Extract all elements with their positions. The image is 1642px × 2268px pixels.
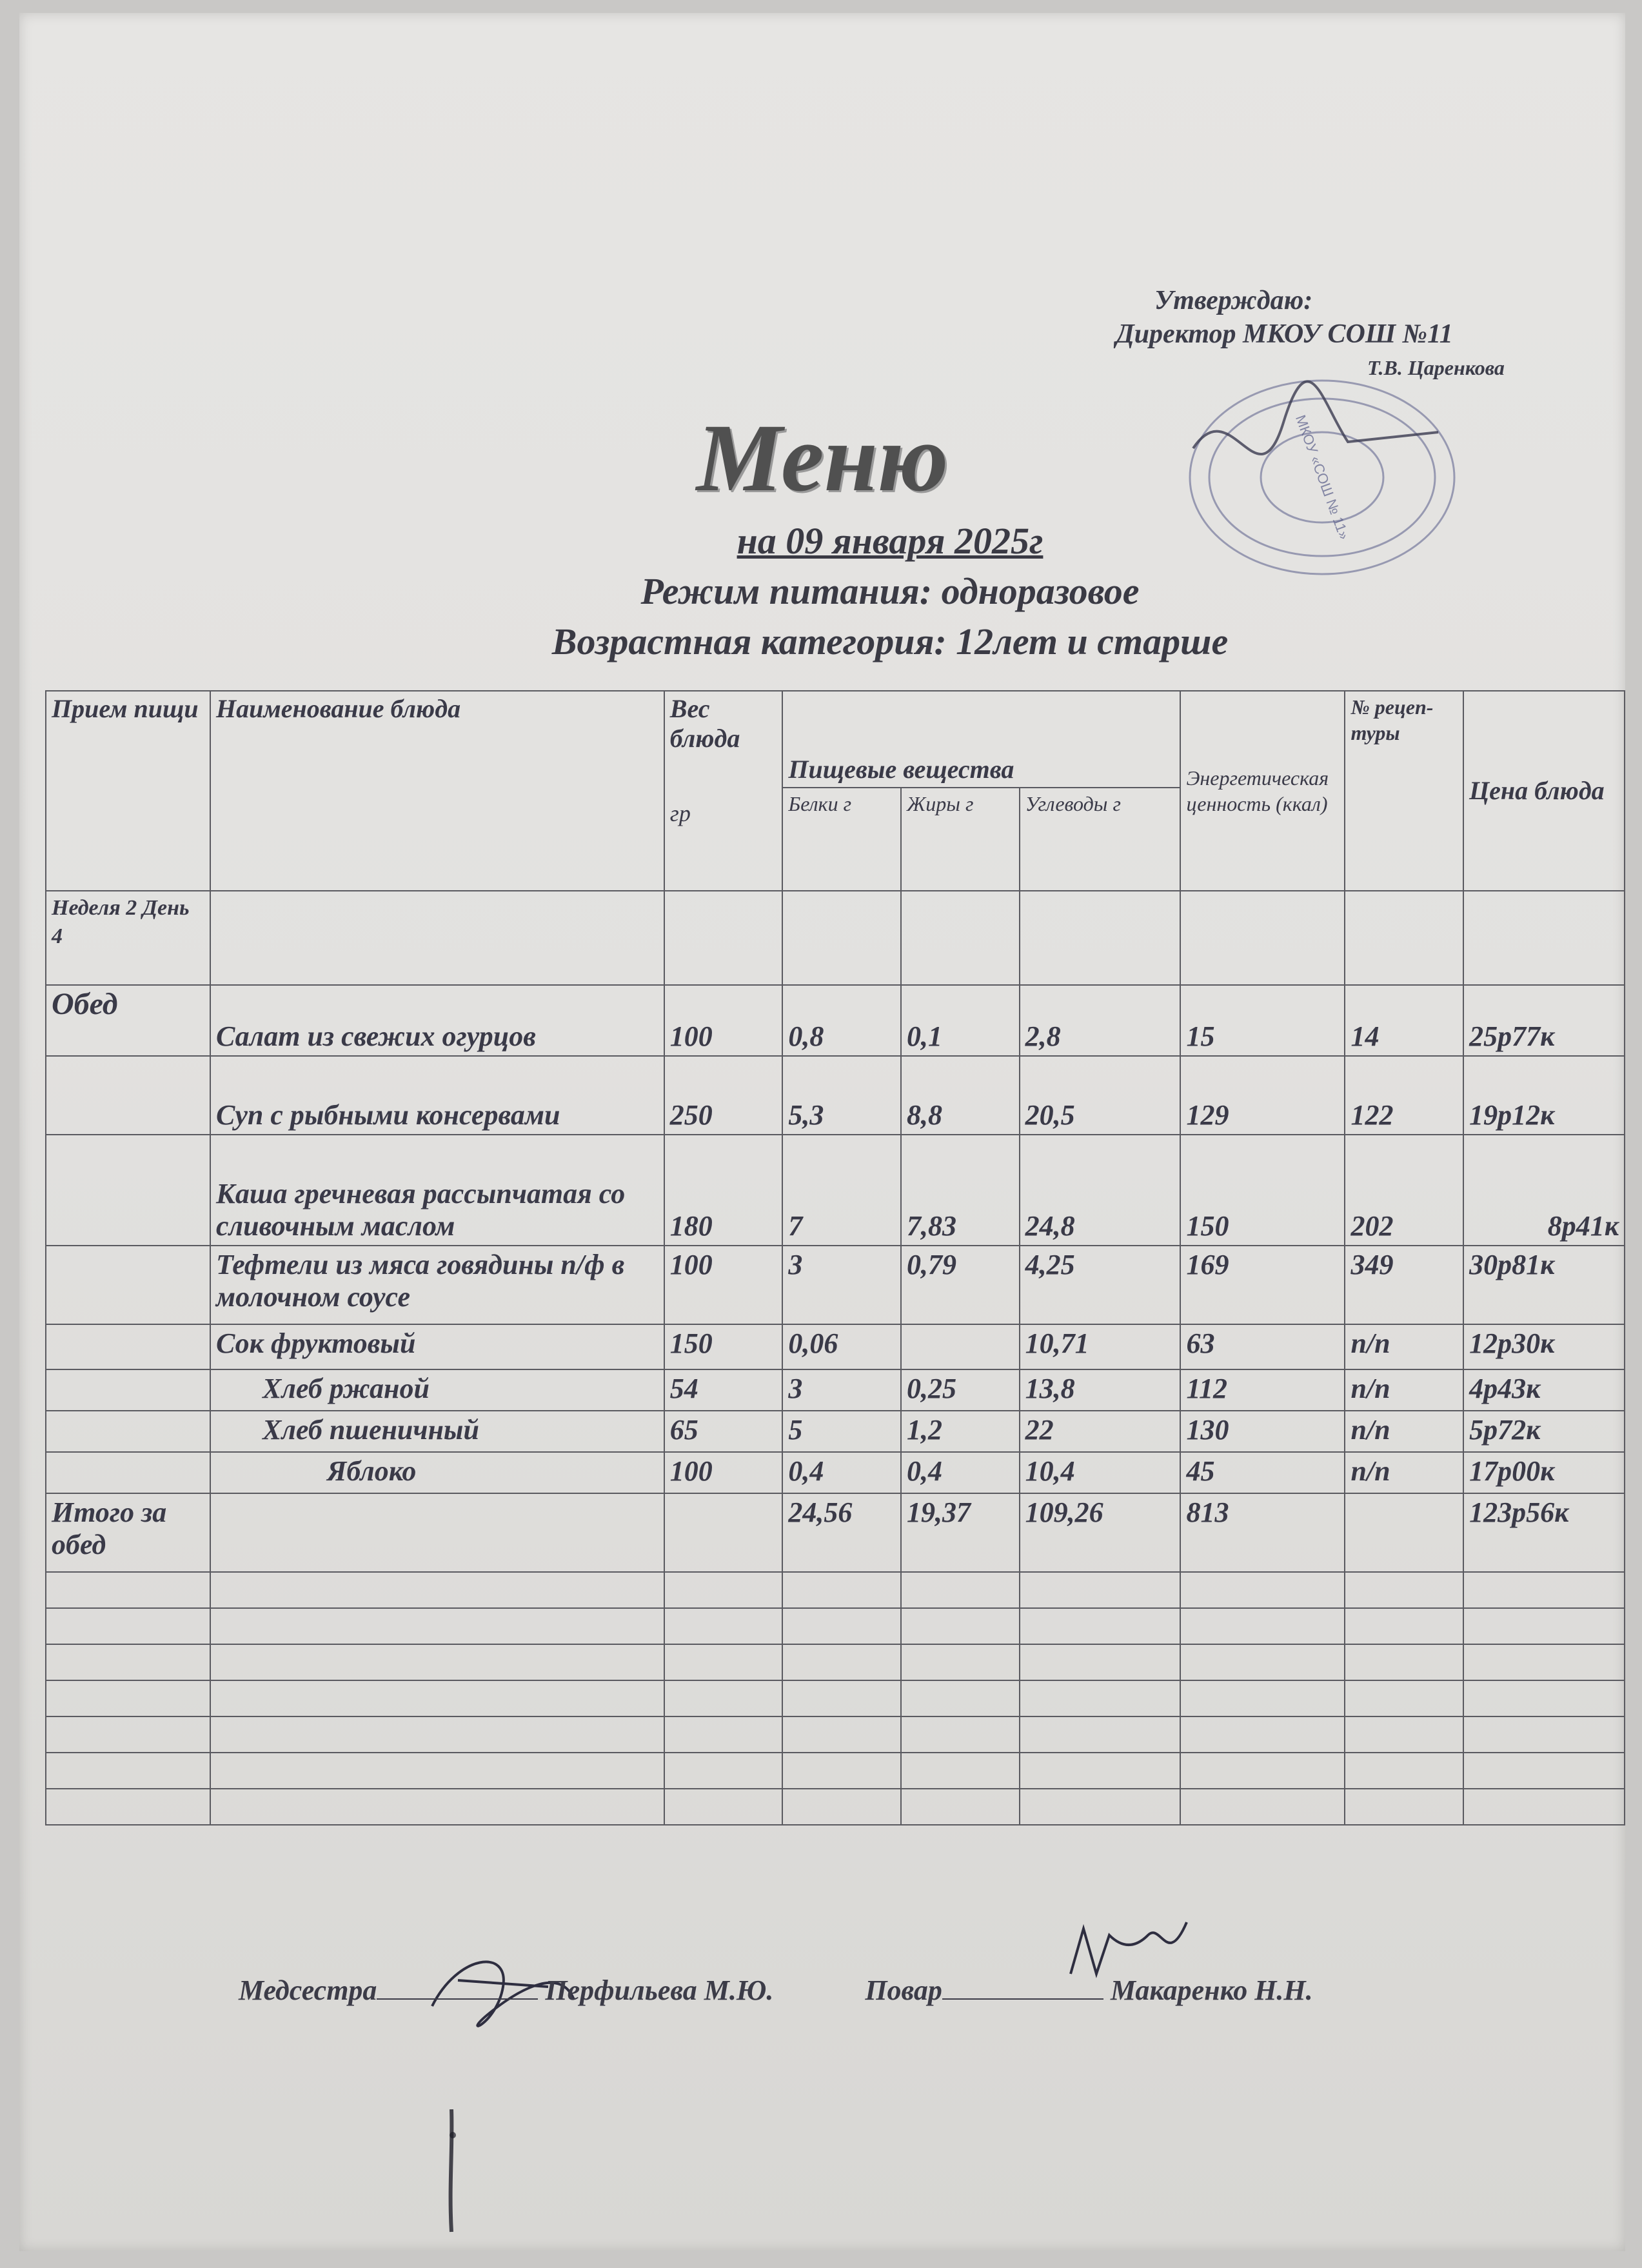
- empty-row: [46, 1572, 1625, 1608]
- dish-carbs: 22: [1020, 1411, 1181, 1452]
- dish-energy: 150: [1180, 1135, 1345, 1246]
- dish-name: Каша гречневая рассыпчатая со сливочным маслом: [210, 1135, 664, 1246]
- dish-name: Тефтели из мяса говядины п/ф в молочном соусе: [210, 1246, 664, 1324]
- table-row: [46, 1324, 1625, 1369]
- dish-carbs: 20,5: [1020, 1056, 1181, 1135]
- dish-price: 19р12к: [1463, 1056, 1625, 1135]
- dish-energy: 130: [1180, 1411, 1345, 1452]
- dish-protein: 0,8: [782, 985, 901, 1056]
- dish-recipe: 122: [1345, 1056, 1463, 1135]
- dish-fat: 7,83: [901, 1135, 1020, 1246]
- header-recipe: № рецеп-туры: [1345, 691, 1463, 891]
- page-title: Меню: [696, 404, 949, 512]
- document-page: [19, 13, 1625, 2251]
- dish-carbs: 2,8: [1020, 985, 1181, 1056]
- header-carbs: Углеводы г: [1020, 788, 1181, 891]
- table-row: [46, 1246, 1625, 1324]
- dish-weight: 100: [664, 1452, 783, 1493]
- ink-drip: [439, 2109, 464, 2238]
- nurse-name: Перфильева М.Ю.: [545, 1975, 774, 2006]
- dish-fat: 0,4: [901, 1452, 1020, 1493]
- nurse-label: Медсестра: [239, 1975, 377, 2006]
- dish-price: 5р72к: [1463, 1411, 1625, 1452]
- section-label: Обед: [46, 985, 210, 1056]
- dish-carbs: 10,4: [1020, 1452, 1181, 1493]
- dish-weight: 65: [664, 1411, 783, 1452]
- table-row: [46, 985, 1625, 1056]
- dish-energy: 63: [1180, 1324, 1345, 1369]
- approval-name: Т.В. Царенкова: [1367, 356, 1505, 379]
- dish-weight: 100: [664, 1246, 783, 1324]
- dish-recipe: 349: [1345, 1246, 1463, 1324]
- header-weight: [664, 691, 783, 891]
- header-energy: Энергетическая ценность (ккал): [1180, 691, 1345, 891]
- dish-name: Салат из свежих огурцов: [210, 985, 664, 1056]
- header-row: [46, 691, 1625, 788]
- dish-recipe: п/п: [1345, 1324, 1463, 1369]
- dish-recipe: п/п: [1345, 1411, 1463, 1452]
- total-row: [46, 1493, 1625, 1572]
- dish-recipe: п/п: [1345, 1369, 1463, 1411]
- dish-energy: 45: [1180, 1452, 1345, 1493]
- header-fat: Жиры г: [901, 788, 1020, 891]
- subtitle-block: [471, 516, 1309, 667]
- dish-carbs: 13,8: [1020, 1369, 1181, 1411]
- dish-protein: 3: [782, 1246, 901, 1324]
- week-day-label: Неделя 2 День 4: [46, 891, 210, 985]
- empty-row: [46, 1680, 1625, 1716]
- dish-energy: 15: [1180, 985, 1345, 1056]
- table-row: [46, 1056, 1625, 1135]
- header-dish: Наименование блюда: [210, 691, 664, 891]
- cook-name: Макаренко Н.Н.: [1110, 1975, 1313, 2006]
- total-fat: 19,37: [901, 1493, 1020, 1572]
- header-price: Цена блюда: [1463, 691, 1625, 891]
- dish-recipe: 14: [1345, 985, 1463, 1056]
- header-weight-label: Вес блюда: [669, 694, 740, 753]
- empty-row: [46, 1608, 1625, 1644]
- stamp-text: МКОУ «СОШ № 11»: [1292, 412, 1353, 542]
- week-day-row: [46, 891, 1625, 985]
- menu-table: [45, 690, 1625, 1825]
- dish-protein: 0,06: [782, 1324, 901, 1369]
- dish-weight: 250: [664, 1056, 783, 1135]
- dish-carbs: 24,8: [1020, 1135, 1181, 1246]
- dish-carbs: 10,71: [1020, 1324, 1181, 1369]
- dish-name: Сок фруктовый: [210, 1324, 664, 1369]
- empty-row: [46, 1753, 1625, 1789]
- meal-regime: Режим питания: одноразовое: [640, 570, 1140, 612]
- cook-label: Повар: [865, 1975, 942, 2006]
- dish-fat: [901, 1324, 1020, 1369]
- empty-row: [46, 1644, 1625, 1680]
- total-protein: 24,56: [782, 1493, 901, 1572]
- dish-fat: 1,2: [901, 1411, 1020, 1452]
- header-nutrients: Пищевые вещества: [782, 691, 1180, 788]
- dish-name: Хлеб пшеничный: [210, 1411, 664, 1452]
- dish-protein: 0,4: [782, 1452, 901, 1493]
- age-category: Возрастная категория: 12лет и старше: [551, 621, 1229, 662]
- dish-price: 12р30к: [1463, 1324, 1625, 1369]
- dish-energy: 169: [1180, 1246, 1345, 1324]
- header-weight-unit: гр: [669, 801, 691, 826]
- dish-price: 30р81к: [1463, 1246, 1625, 1324]
- dish-name: Хлеб ржаной: [210, 1369, 664, 1411]
- dish-energy: 129: [1180, 1056, 1345, 1135]
- table-row: [46, 1369, 1625, 1411]
- table-row: [46, 1411, 1625, 1452]
- dish-recipe: 202: [1345, 1135, 1463, 1246]
- total-price: 123р56к: [1463, 1493, 1625, 1572]
- dish-protein: 5: [782, 1411, 901, 1452]
- dish-protein: 7: [782, 1135, 901, 1246]
- dish-recipe: п/п: [1345, 1452, 1463, 1493]
- table-row: [46, 1452, 1625, 1493]
- dish-fat: 0,79: [901, 1246, 1020, 1324]
- dish-weight: 54: [664, 1369, 783, 1411]
- header-meal: Прием пищи: [46, 691, 210, 891]
- dish-fat: 0,25: [901, 1369, 1020, 1411]
- dish-weight: 180: [664, 1135, 783, 1246]
- menu-date: на 09 января 2025г: [737, 520, 1044, 562]
- dish-price: 8р41к: [1463, 1135, 1625, 1246]
- dish-price: 25р77к: [1463, 985, 1625, 1056]
- dish-protein: 3: [782, 1369, 901, 1411]
- total-energy: 813: [1180, 1493, 1345, 1572]
- dish-price: 4р43к: [1463, 1369, 1625, 1411]
- dish-carbs: 4,25: [1020, 1246, 1181, 1324]
- dish-weight: 150: [664, 1324, 783, 1369]
- table-row: [46, 1135, 1625, 1246]
- header-protein: Белки г: [782, 788, 901, 891]
- dish-energy: 112: [1180, 1369, 1345, 1411]
- dish-weight: 100: [664, 985, 783, 1056]
- dish-name: Суп с рыбными консервами: [210, 1056, 664, 1135]
- total-carbs: 109,26: [1020, 1493, 1181, 1572]
- dish-fat: 8,8: [901, 1056, 1020, 1135]
- dish-name: Яблоко: [210, 1452, 664, 1493]
- approval-position: Директор МКОУ СОШ №11: [1116, 319, 1453, 349]
- dish-price: 17р00к: [1463, 1452, 1625, 1493]
- signatures-footer: [239, 1974, 1464, 2007]
- dish-protein: 5,3: [782, 1056, 901, 1135]
- approval-title: Утверждаю:: [1154, 286, 1313, 315]
- empty-row: [46, 1789, 1625, 1825]
- total-label: Итого за обед: [46, 1493, 210, 1572]
- empty-row: [46, 1716, 1625, 1753]
- dish-fat: 0,1: [901, 985, 1020, 1056]
